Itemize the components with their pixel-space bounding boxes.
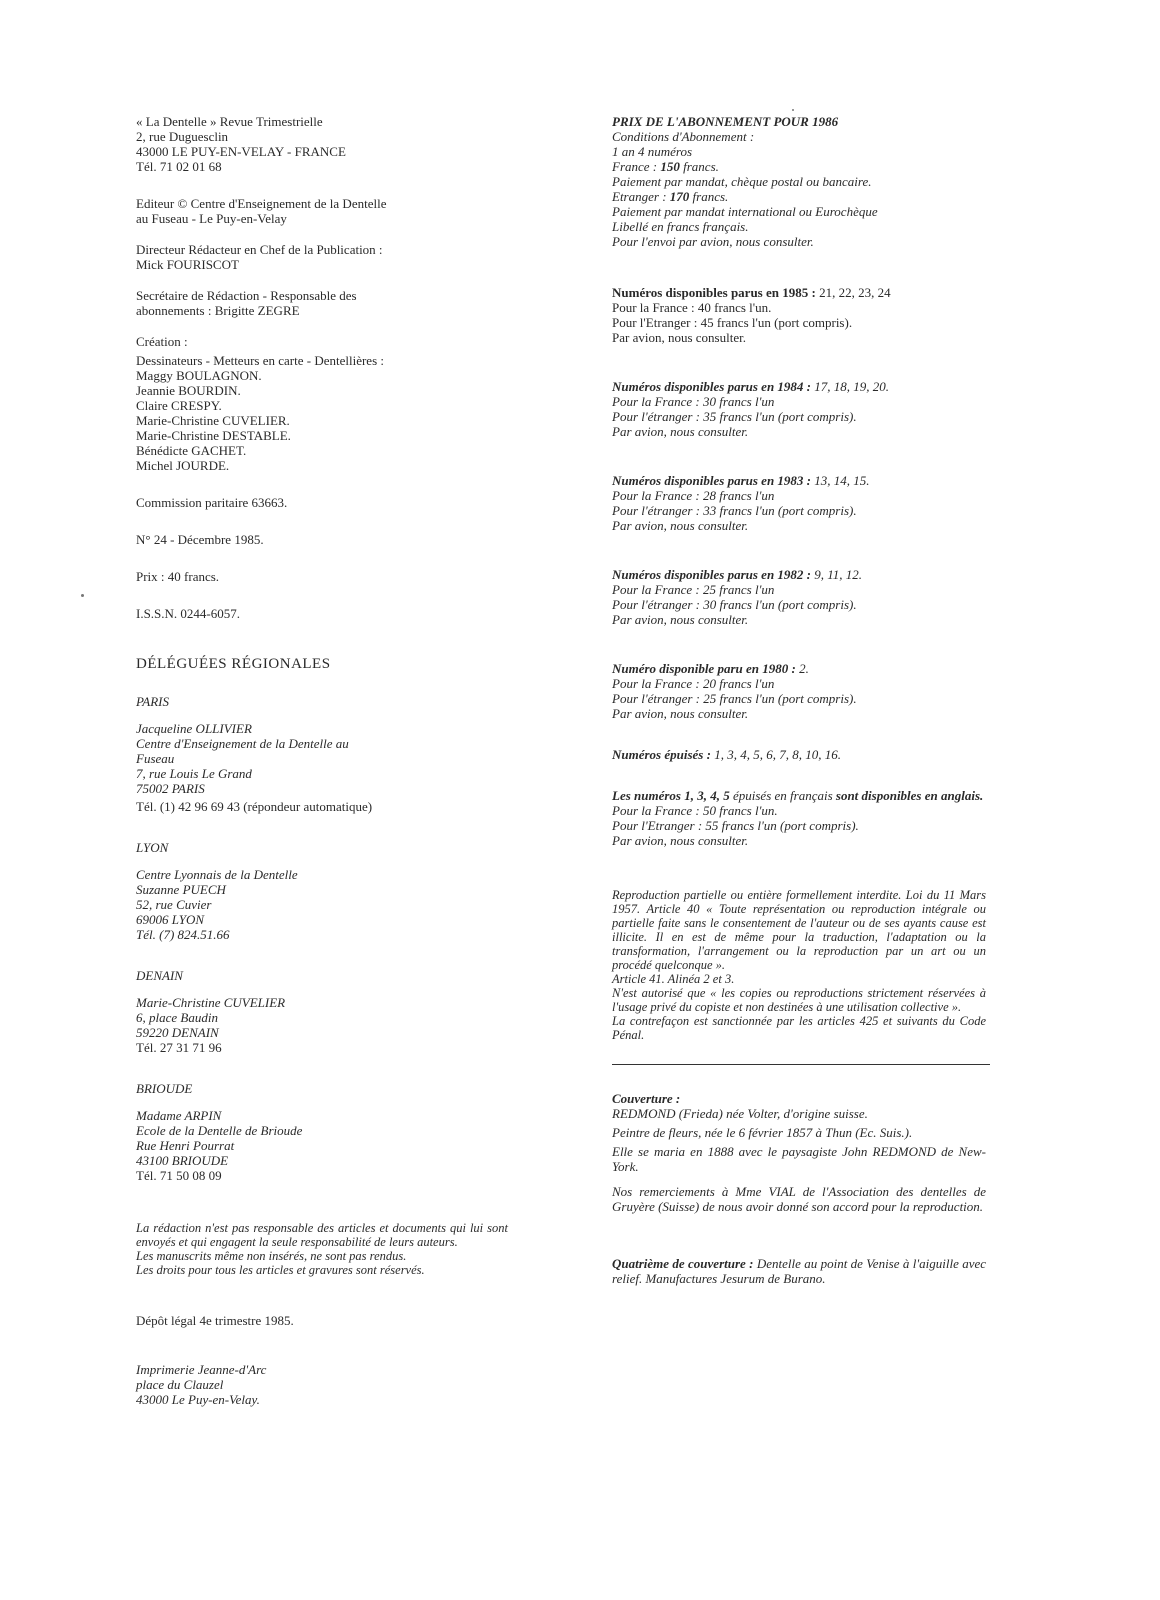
issues-1982 <box>612 567 986 627</box>
address-line: 43000 LE PUY-EN-VELAY - FRANCE <box>136 144 346 159</box>
editor-line: Editeur © Centre d'Enseignement de la Dentelle <box>136 196 387 211</box>
issues-line: Pour l'étranger : 33 francs l'un (port compris). <box>612 503 857 518</box>
issues-line: Par avion, nous consulter. <box>612 518 749 533</box>
issues-line: Par avion, nous consulter. <box>612 612 749 627</box>
subscription-line: 1 an 4 numéros <box>612 144 693 159</box>
copyright-text: Article 41. Alinéa 2 et 3. <box>612 972 735 986</box>
secretary-block <box>136 288 516 318</box>
label: Etranger : <box>612 189 670 204</box>
delegate-line: Marie-Christine CUVELIER <box>136 995 286 1010</box>
cover-line: Elle se maria en 1888 avec le paysagiste John REDMOND de New-York. <box>612 1144 986 1174</box>
english-issues-label: sont disponibles en anglais. <box>835 788 984 803</box>
region-name: DENAIN <box>136 968 183 983</box>
delegate-line: 43100 BRIOUDE <box>136 1153 229 1168</box>
editorial-disclaimer <box>136 1221 508 1277</box>
delegate-line: 52, rue Cuvier <box>136 897 212 912</box>
issues-line: Pour la France : 20 francs l'un <box>612 676 775 691</box>
subscription-line: Libellé en francs français. <box>612 219 749 234</box>
issues-numbers: 21, 22, 23, 24 <box>815 285 891 300</box>
delegate-line: 75002 PARIS <box>136 781 205 796</box>
director-line: Directeur Rédacteur en Chef de la Publication : <box>136 242 383 257</box>
creator-name: Marie-Christine CUVELIER. <box>136 413 290 428</box>
printer-block <box>136 1362 516 1407</box>
left-column <box>136 114 516 1423</box>
delegate-line: Fuseau <box>136 751 175 766</box>
delegate-phone: Tél. 71 50 08 09 <box>136 1168 222 1183</box>
delegate-line: Ecole de la Dentelle de Brioude <box>136 1123 303 1138</box>
delegate-line: 7, rue Louis Le Grand <box>136 766 252 781</box>
speck <box>81 594 84 597</box>
secretary-line: Secrétaire de Rédaction - Responsable des <box>136 288 357 303</box>
cover-label: Couverture : <box>612 1091 681 1106</box>
editor-line: au Fuseau - Le Puy-en-Velay <box>136 211 287 226</box>
issues-numbers: 2. <box>795 661 809 676</box>
region-name: LYON <box>136 840 169 855</box>
issues-line: Pour l'étranger : 35 francs l'un (port compris). <box>612 409 857 424</box>
issues-label: Numéro disponible paru en 1980 : <box>612 661 796 676</box>
printer-line: place du Clauzel <box>136 1377 224 1392</box>
speck <box>792 109 794 111</box>
english-issues-label: Les numéros 1, 3, 4, 5 <box>612 788 730 803</box>
delegate-line: Centre Lyonnais de la Dentelle <box>136 867 298 882</box>
delegate-line: 59220 DENAIN <box>136 1025 219 1040</box>
issues-line: Par avion, nous consulter. <box>612 330 746 345</box>
issues-1985 <box>612 285 986 345</box>
issues-numbers: 1, 3, 4, 5, 6, 7, 8, 10, 16. <box>710 747 841 762</box>
issues-label: Numéros disponibles parus en 1983 : <box>612 473 811 488</box>
director-name: Mick FOURISCOT <box>136 257 239 272</box>
delegate-phone: Tél. 27 31 71 96 <box>136 1040 222 1055</box>
subscription-france <box>612 159 986 174</box>
delegate-line: Madame ARPIN <box>136 1108 222 1123</box>
issues-label: Numéros disponibles parus en 1982 : <box>612 567 811 582</box>
delegate-line: Jacqueline OLLIVIER <box>136 721 252 736</box>
creator-name: Michel JOURDE. <box>136 458 230 473</box>
issues-line: Par avion, nous consulter. <box>612 424 749 439</box>
unit: francs. <box>689 189 729 204</box>
issues-line: Pour la France : 25 francs l'un <box>612 582 775 597</box>
subscription-line: Paiement par mandat international ou Eurochèque <box>612 204 878 219</box>
creation-line: Dessinateurs - Metteurs en carte - Dentellières : <box>136 353 384 368</box>
address-line: 2, rue Duguesclin <box>136 129 229 144</box>
copyright-notice <box>612 888 986 1042</box>
delegate-line: 6, place Baudin <box>136 1010 218 1025</box>
issues-line: Pour la France : 28 francs l'un <box>612 488 775 503</box>
issues-line: Pour la France : 50 francs l'un. <box>612 803 778 818</box>
amount: 170 <box>669 189 690 204</box>
issues-numbers: 9, 11, 12. <box>811 567 863 582</box>
region-denain <box>136 968 516 1055</box>
legal-deposit: Dépôt légal 4e trimestre 1985. <box>136 1313 294 1328</box>
copyright-text: Reproduction partielle ou entière formellement interdite. Loi du 11 Mars 1957. Article 40 « Toute représentation ou reproduction intégrale ou partielle faite sans le consentement de l'auteur ou de ses ayants cause est illicite. Il en est de même pour la traduction, l'adaptation ou la transformation, l'arrangement ou la reproduction par un art ou un procédé quelconque ». <box>612 888 986 972</box>
creator-name: Claire CRESPY. <box>136 398 222 413</box>
manuscripts-text: Les manuscrits même non insérés, ne sont pas rendus. <box>136 1249 407 1263</box>
subscription-foreign <box>612 189 986 204</box>
copyright-text: N'est autorisé que « les copies ou reproductions strictement réservées à l'usage privé du copiste et non destinées à une utilisation collective ». <box>612 986 986 1014</box>
address-phone: Tél. 71 02 01 68 <box>136 159 222 174</box>
subscription-line: Paiement par mandat, chèque postal ou bancaire. <box>612 174 872 189</box>
copyright-text: La contrefaçon est sanctionnée par les articles 425 et suivants du Code Pénal. <box>612 1014 986 1042</box>
amount: 150 <box>660 159 680 174</box>
delegate-line: Rue Henri Pourrat <box>136 1138 235 1153</box>
subscription-block <box>612 114 986 249</box>
region-paris <box>136 694 516 814</box>
unit: francs. <box>679 159 719 174</box>
delegate-line: 69006 LYON <box>136 912 205 927</box>
issues-label: Numéros disponibles parus en 1985 : <box>612 285 816 300</box>
issues-numbers: 17, 18, 19, 20. <box>811 379 889 394</box>
region-name: BRIOUDE <box>136 1081 193 1096</box>
label: France : <box>612 159 661 174</box>
cover-line: Peintre de fleurs, née le 6 février 1857 à Thun (Ec. Suis.). <box>612 1125 913 1140</box>
printer-line: Imprimerie Jeanne-d'Arc <box>136 1362 267 1377</box>
cover-block <box>612 1091 986 1214</box>
rights-text: Les droits pour tous les articles et gravures sont réservés. <box>136 1263 425 1277</box>
delegate-phone: Tél. (7) 824.51.66 <box>136 927 230 942</box>
issues-1983 <box>612 473 986 533</box>
issues-line: Pour l'Etranger : 45 francs l'un (port compris). <box>612 315 853 330</box>
issues-label: Numéros disponibles parus en 1984 : <box>612 379 811 394</box>
issues-sold-out <box>612 747 986 762</box>
delegate-line: Suzanne PUECH <box>136 882 226 897</box>
issues-line: Pour l'étranger : 25 francs l'un (port compris). <box>612 691 857 706</box>
issue-price: Prix : 40 francs. <box>136 569 220 584</box>
delegate-phone: Tél. (1) 42 96 69 43 (répondeur automatique) <box>136 799 373 814</box>
delegate-line: Centre d'Enseignement de la Dentelle au <box>136 736 349 751</box>
commission-paritaire: Commission paritaire 63663. <box>136 495 288 510</box>
issues-1984 <box>612 379 986 439</box>
director-block <box>136 242 516 272</box>
issues-line: Pour la France : 40 francs l'un. <box>612 300 772 315</box>
secretary-name: abonnements : Brigitte ZEGRE <box>136 303 300 318</box>
back-cover-label: Quatrième de couverture : <box>612 1256 754 1271</box>
printer-line: 43000 Le Puy-en-Velay. <box>136 1392 260 1407</box>
region-name: PARIS <box>136 694 169 709</box>
disclaimer-text: La rédaction n'est pas responsable des articles et documents qui lui sont envoyés et qui engagent la seule responsabilité de leurs auteurs. <box>136 1221 508 1249</box>
delegates-heading: DÉLÉGUÉES RÉGIONALES <box>136 656 331 672</box>
creator-name: Bénédicte GACHET. <box>136 443 247 458</box>
creation-block <box>136 334 516 473</box>
address-line: « La Dentelle » Revue Trimestrielle <box>136 114 323 129</box>
region-brioude <box>136 1081 516 1183</box>
issues-1980 <box>612 661 986 721</box>
back-cover-text: Dentelle au point de Venise à l'aiguille avec relief. Manufactures Jesurum de Burano. <box>612 1256 986 1286</box>
back-cover-block <box>612 1256 986 1286</box>
creation-heading: Création : <box>136 334 188 349</box>
issues-english <box>612 788 986 848</box>
issues-line: Par avion, nous consulter. <box>612 706 749 721</box>
subscription-title: PRIX DE L'ABONNEMENT POUR 1986 <box>612 114 839 129</box>
issues-numbers: 13, 14, 15. <box>811 473 870 488</box>
issues-line: Par avion, nous consulter. <box>612 833 749 848</box>
issn: I.S.S.N. 0244-6057. <box>136 606 241 621</box>
issues-label: Numéros épuisés : <box>612 747 711 762</box>
creator-name: Maggy BOULAGNON. <box>136 368 262 383</box>
issues-line: Pour l'Etranger : 55 francs l'un (port compris). <box>612 818 859 833</box>
creator-name: Marie-Christine DESTABLE. <box>136 428 291 443</box>
subscription-line: Pour l'envoi par avion, nous consulter. <box>612 234 814 249</box>
publisher-address <box>136 114 516 174</box>
right-column <box>612 114 986 1286</box>
divider <box>612 1064 990 1065</box>
cover-line: REDMOND (Frieda) née Volter, d'origine suisse. <box>612 1106 868 1121</box>
english-issues-text: épuisés en français <box>729 788 836 803</box>
issue-number: N° 24 - Décembre 1985. <box>136 532 264 547</box>
issues-line: Pour la France : 30 francs l'un <box>612 394 775 409</box>
creator-name: Jeannie BOURDIN. <box>136 383 241 398</box>
editor-block <box>136 196 516 226</box>
issues-line: Pour l'étranger : 30 francs l'un (port compris). <box>612 597 857 612</box>
region-lyon <box>136 840 516 942</box>
cover-thanks: Nos remerciements à Mme VIAL de l'Association des dentelles de Gruyère (Suisse) de nous avoir donné son accord pour la reproduction. <box>612 1184 986 1214</box>
subscription-line: Conditions d'Abonnement : <box>612 129 755 144</box>
